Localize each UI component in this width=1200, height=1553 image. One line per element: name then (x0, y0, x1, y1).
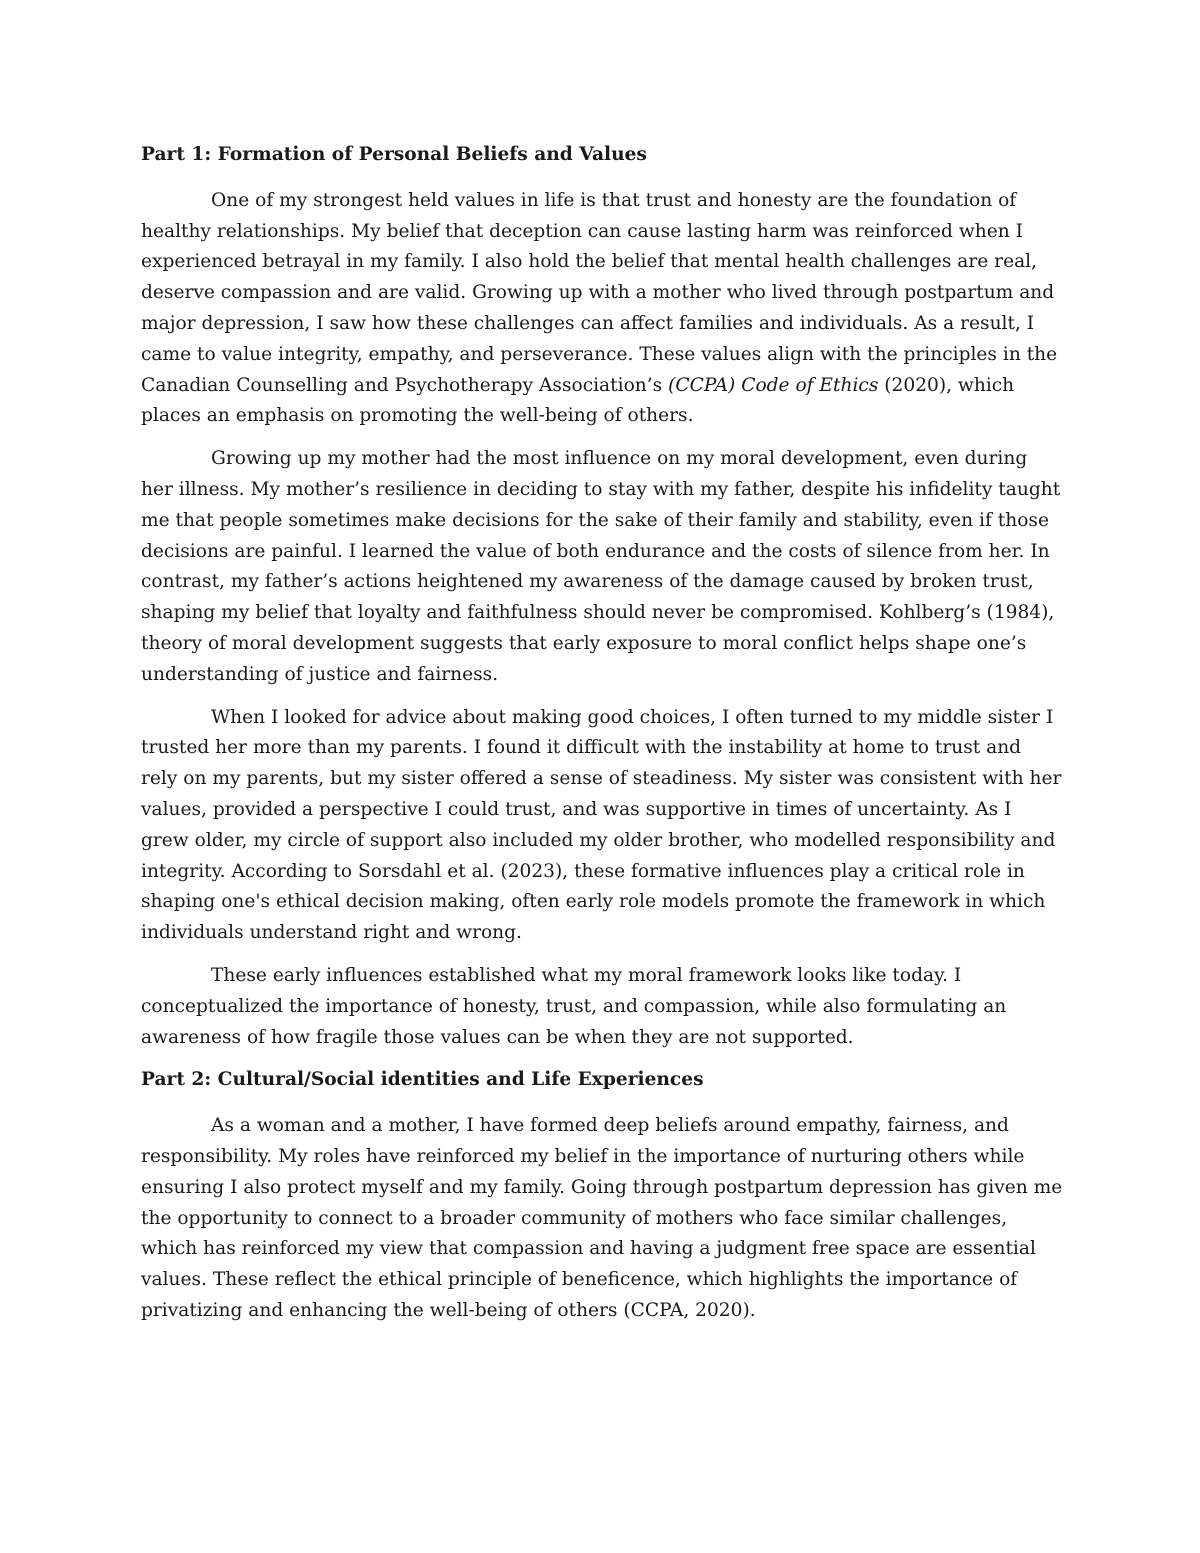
part1-heading: Part 1: Formation of Personal Beliefs and Values (141, 144, 647, 165)
part1-paragraph-4: These early influences established what my moral framework looks like today. I conceptualized the importance of honesty, trust, and compassion, while also formulating an awareness of how fragile those values can be when they are not supported. (141, 964, 1007, 1048)
part1-paragraph-1-text-b: (2020), which places an emphasis on promoting the well-being of others. (141, 374, 1015, 427)
part1-paragraph-1-text-a: One of my strongest held values in life is that trust and honesty are the foundation of healthy relationships. My belief that deception can cause lasting harm was reinforced when I experienced betrayal in my family. I also hold the belief that mental health challenges are real, deserve compassion and are valid. Growing up with a mother who lived through postpartum and major depression, I saw how these challenges can affect families and individuals. As a result, I came to value integrity, empathy, and perseverance. These values align with the principles in the Canadian Counselling and Psychotherapy Association’s (141, 189, 1058, 396)
part1-paragraph-3: When I looked for advice about making good choices, I often turned to my middle sister I trusted her more than my parents. I found it difficult with the instability at home to trust and rely on my parents, but my sister offered a sense of steadiness. My sister was consistent with her values, provided a perspective I could trust, and was supportive in times of uncertainty. As I grew older, my circle of support also included my older brother, who modelled responsibility and integrity. According to Sorsdahl et al. (2023), these formative influences play a critical role in shaping one's ethical decision making, often early role models promote the framework in which individuals understand right and wrong. (141, 706, 1062, 944)
part1-paragraph-1 (141, 186, 1063, 432)
part2-heading: Part 2: Cultural/Social identities and Life Experiences (141, 1069, 704, 1091)
part1-paragraph-2: Growing up my mother had the most influence on my moral development, even during her illness. My mother’s resilience in deciding to stay with my father, despite his infidelity taught me that people sometimes make decisions for the sake of their family and stability, even if those decisions are painful. I learned the value of both endurance and the costs of silence from her. In contrast, my father’s actions heightened my awareness of the damage caused by broken trust, shaping my belief that loyalty and faithfulness should never be compromised. Kohlberg’s (1984), theory of moral development suggests that early exposure to moral conflict helps shape one’s understanding of justice and fairness. (141, 448, 1061, 685)
document-body (141, 140, 1063, 1339)
part2-paragraph-1: As a woman and a mother, I have formed deep beliefs around empathy, fairness, and responsibility. My roles have reinforced my belief in the importance of nurturing others while ensuring I also protect myself and my family. Going through postpartum depression has given me the opportunity to connect to a broader community of mothers who face similar challenges, which has reinforced my view that compassion and having a judgment free space are essential values. These reflect the ethical principle of beneficence, which highlights the importance of privatizing and enhancing the well-being of others (CCPA, 2020). (141, 1115, 1063, 1321)
ccpa-code-of-ethics-title: (CCPA) Code of Ethics (668, 374, 879, 396)
